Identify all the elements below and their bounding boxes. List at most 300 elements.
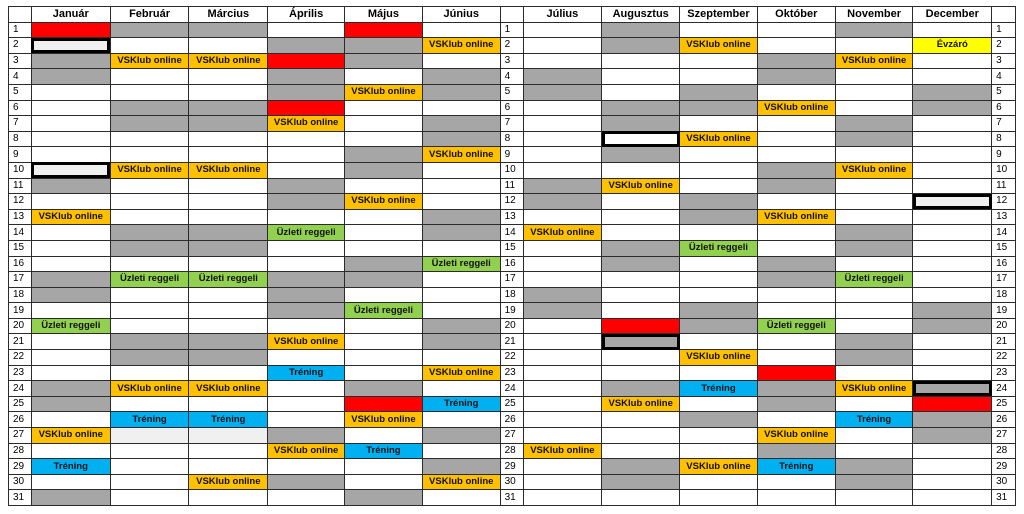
day-cell[interactable] [913,53,992,69]
day-cell[interactable] [835,287,913,303]
day-cell[interactable]: Tréning [422,396,500,412]
day-cell[interactable] [345,490,423,506]
day-cell[interactable] [345,240,423,256]
day-cell[interactable]: VSKlub online [422,38,500,54]
day-cell[interactable] [757,69,835,85]
day-cell[interactable] [268,428,345,444]
day-cell[interactable] [345,147,423,163]
day-cell[interactable]: Évzáró [913,38,992,54]
day-cell[interactable] [602,490,680,506]
day-cell[interactable] [757,178,835,194]
day-cell[interactable] [913,131,992,147]
day-cell[interactable] [757,22,835,38]
day-cell[interactable] [268,240,345,256]
day-cell[interactable] [602,38,680,54]
day-cell[interactable] [680,428,758,444]
day-cell[interactable] [757,225,835,241]
day-cell[interactable]: Üzleti reggeli [110,272,189,288]
day-cell[interactable] [31,334,110,350]
day-cell[interactable] [523,381,602,397]
day-cell[interactable] [523,131,602,147]
day-cell[interactable] [268,287,345,303]
day-cell[interactable]: VSKlub online [189,474,268,490]
day-cell[interactable] [268,256,345,272]
day-cell[interactable] [110,38,189,54]
day-cell[interactable] [268,474,345,490]
day-cell[interactable] [602,240,680,256]
day-cell[interactable]: VSKlub online [835,53,913,69]
day-cell[interactable] [523,147,602,163]
day-cell[interactable] [602,225,680,241]
day-cell[interactable] [268,69,345,85]
day-cell[interactable] [757,84,835,100]
day-cell[interactable] [268,194,345,210]
day-cell[interactable] [835,443,913,459]
day-cell[interactable] [189,334,268,350]
day-cell[interactable]: VSKlub online [268,116,345,132]
day-cell[interactable] [835,240,913,256]
day-cell[interactable] [345,256,423,272]
day-cell[interactable] [757,194,835,210]
day-cell[interactable] [189,131,268,147]
day-cell[interactable] [835,209,913,225]
day-cell[interactable] [268,22,345,38]
day-cell[interactable] [31,240,110,256]
day-cell[interactable] [422,443,500,459]
day-cell[interactable] [345,225,423,241]
day-cell[interactable] [523,350,602,366]
day-cell[interactable] [31,225,110,241]
day-cell[interactable] [110,116,189,132]
day-cell[interactable] [913,318,992,334]
day-cell[interactable] [268,100,345,116]
day-cell[interactable] [602,474,680,490]
day-cell[interactable] [422,428,500,444]
day-cell[interactable] [757,381,835,397]
day-cell[interactable] [268,350,345,366]
day-cell[interactable]: Üzleti reggeli [345,303,423,319]
month-header[interactable]: Június [422,7,500,23]
day-cell[interactable] [110,147,189,163]
month-header[interactable]: November [835,7,913,23]
day-cell[interactable] [523,194,602,210]
day-cell[interactable] [757,147,835,163]
day-cell[interactable] [189,350,268,366]
day-cell[interactable] [680,318,758,334]
day-cell[interactable] [110,131,189,147]
day-cell[interactable] [523,209,602,225]
day-cell[interactable]: Tréning [189,412,268,428]
day-cell[interactable] [523,474,602,490]
day-cell[interactable] [602,365,680,381]
day-cell[interactable] [110,225,189,241]
day-cell[interactable] [523,69,602,85]
day-cell[interactable] [422,334,500,350]
day-cell[interactable] [110,365,189,381]
day-cell[interactable] [523,334,602,350]
day-cell[interactable] [189,490,268,506]
day-cell[interactable] [422,100,500,116]
day-cell[interactable] [110,256,189,272]
day-cell[interactable] [189,209,268,225]
day-cell[interactable]: VSKlub online [835,381,913,397]
day-cell[interactable]: VSKlub online [189,162,268,178]
day-cell[interactable] [523,53,602,69]
day-cell[interactable] [913,194,992,210]
day-cell[interactable] [602,53,680,69]
day-cell[interactable] [31,22,110,38]
day-cell[interactable] [189,69,268,85]
day-cell[interactable] [189,178,268,194]
day-cell[interactable] [189,459,268,475]
day-cell[interactable]: Tréning [680,381,758,397]
day-cell[interactable] [110,474,189,490]
day-cell[interactable] [523,256,602,272]
day-cell[interactable] [680,474,758,490]
day-cell[interactable] [913,147,992,163]
day-cell[interactable] [422,209,500,225]
day-cell[interactable] [110,69,189,85]
day-cell[interactable] [268,131,345,147]
day-cell[interactable] [31,147,110,163]
day-cell[interactable]: VSKlub online [345,412,423,428]
day-cell[interactable] [31,100,110,116]
day-cell[interactable] [345,318,423,334]
day-cell[interactable]: VSKlub online [757,209,835,225]
day-cell[interactable] [835,256,913,272]
day-cell[interactable] [31,381,110,397]
day-cell[interactable] [602,272,680,288]
day-cell[interactable] [835,350,913,366]
day-cell[interactable] [268,209,345,225]
day-cell[interactable] [31,365,110,381]
day-cell[interactable] [757,474,835,490]
day-cell[interactable] [835,22,913,38]
day-cell[interactable] [523,272,602,288]
day-cell[interactable] [110,428,189,444]
day-cell[interactable] [602,84,680,100]
day-cell[interactable] [680,69,758,85]
day-cell[interactable] [523,396,602,412]
day-cell[interactable] [835,318,913,334]
day-cell[interactable] [31,162,110,178]
day-cell[interactable] [189,38,268,54]
day-cell[interactable] [189,194,268,210]
day-cell[interactable] [602,100,680,116]
day-cell[interactable] [31,194,110,210]
day-cell[interactable] [523,459,602,475]
day-cell[interactable]: VSKlub online [110,53,189,69]
day-cell[interactable] [110,240,189,256]
day-cell[interactable]: VSKlub online [189,53,268,69]
month-header[interactable]: Augusztus [602,7,680,23]
day-cell[interactable]: VSKlub online [268,443,345,459]
day-cell[interactable] [110,443,189,459]
day-cell[interactable] [757,412,835,428]
day-cell[interactable] [110,194,189,210]
day-cell[interactable] [835,38,913,54]
day-cell[interactable] [110,318,189,334]
day-cell[interactable] [602,131,680,147]
day-cell[interactable] [680,256,758,272]
day-cell[interactable] [110,178,189,194]
day-cell[interactable]: VSKlub online [345,194,423,210]
day-cell[interactable] [189,240,268,256]
day-cell[interactable] [189,256,268,272]
day-cell[interactable] [523,412,602,428]
day-cell[interactable]: Üzleti reggeli [31,318,110,334]
day-cell[interactable] [268,318,345,334]
day-cell[interactable] [422,240,500,256]
day-cell[interactable] [757,490,835,506]
day-cell[interactable] [913,100,992,116]
day-cell[interactable] [523,22,602,38]
day-cell[interactable] [757,350,835,366]
day-cell[interactable] [189,303,268,319]
day-cell[interactable] [189,22,268,38]
day-cell[interactable] [680,225,758,241]
day-cell[interactable] [680,396,758,412]
day-cell[interactable] [345,69,423,85]
day-cell[interactable] [345,474,423,490]
day-cell[interactable] [757,303,835,319]
day-cell[interactable] [680,84,758,100]
day-cell[interactable] [189,287,268,303]
day-cell[interactable] [31,116,110,132]
day-cell[interactable] [189,100,268,116]
day-cell[interactable] [345,116,423,132]
day-cell[interactable] [602,428,680,444]
day-cell[interactable] [189,365,268,381]
day-cell[interactable]: VSKlub online [680,350,758,366]
day-cell[interactable]: VSKlub online [680,38,758,54]
day-cell[interactable]: Tréning [835,412,913,428]
day-cell[interactable]: VSKlub online [757,428,835,444]
day-cell[interactable] [757,334,835,350]
day-cell[interactable] [31,350,110,366]
day-cell[interactable] [268,38,345,54]
day-cell[interactable] [757,53,835,69]
day-cell[interactable] [680,178,758,194]
day-cell[interactable] [268,53,345,69]
day-cell[interactable]: VSKlub online [345,84,423,100]
month-header[interactable]: Március [189,7,268,23]
day-cell[interactable]: Üzleti reggeli [680,240,758,256]
day-cell[interactable] [913,240,992,256]
day-cell[interactable] [835,365,913,381]
day-cell[interactable] [680,194,758,210]
day-cell[interactable] [757,256,835,272]
day-cell[interactable] [602,412,680,428]
day-cell[interactable] [680,272,758,288]
day-cell[interactable] [757,240,835,256]
day-cell[interactable] [835,100,913,116]
day-cell[interactable] [110,287,189,303]
day-cell[interactable] [345,38,423,54]
day-cell[interactable] [913,84,992,100]
day-cell[interactable] [345,162,423,178]
month-header[interactable]: Október [757,7,835,23]
day-cell[interactable] [835,396,913,412]
day-cell[interactable] [757,116,835,132]
day-cell[interactable] [913,303,992,319]
day-cell[interactable] [757,162,835,178]
day-cell[interactable] [680,162,758,178]
day-cell[interactable] [422,459,500,475]
day-cell[interactable] [913,443,992,459]
day-cell[interactable] [680,490,758,506]
day-cell[interactable]: VSKlub online [523,443,602,459]
day-cell[interactable] [189,147,268,163]
month-header[interactable]: Május [345,7,423,23]
day-cell[interactable] [110,350,189,366]
day-cell[interactable] [602,116,680,132]
day-cell[interactable]: VSKlub online [835,162,913,178]
day-cell[interactable]: Üzleti reggeli [268,225,345,241]
day-cell[interactable] [913,178,992,194]
day-cell[interactable] [835,147,913,163]
day-cell[interactable] [835,69,913,85]
day-cell[interactable] [835,131,913,147]
day-cell[interactable] [680,287,758,303]
day-cell[interactable] [680,412,758,428]
month-header[interactable]: Szeptember [680,7,758,23]
day-cell[interactable] [110,334,189,350]
day-cell[interactable] [602,381,680,397]
day-cell[interactable] [523,303,602,319]
day-cell[interactable] [835,194,913,210]
day-cell[interactable]: VSKlub online [680,459,758,475]
day-cell[interactable]: VSKlub online [680,131,758,147]
day-cell[interactable] [31,256,110,272]
day-cell[interactable] [268,272,345,288]
day-cell[interactable] [110,303,189,319]
day-cell[interactable] [31,84,110,100]
day-cell[interactable] [523,100,602,116]
day-cell[interactable] [913,474,992,490]
day-cell[interactable] [913,256,992,272]
day-cell[interactable] [602,350,680,366]
day-cell[interactable]: Üzleti reggeli [757,318,835,334]
day-cell[interactable] [422,194,500,210]
day-cell[interactable] [31,131,110,147]
day-cell[interactable] [345,350,423,366]
day-cell[interactable]: VSKlub online [757,100,835,116]
day-cell[interactable] [913,116,992,132]
day-cell[interactable] [189,428,268,444]
day-cell[interactable] [523,162,602,178]
day-cell[interactable] [268,84,345,100]
month-header[interactable]: Július [523,7,602,23]
day-cell[interactable] [31,490,110,506]
day-cell[interactable] [680,303,758,319]
day-cell[interactable] [345,287,423,303]
day-cell[interactable]: VSKlub online [31,209,110,225]
day-cell[interactable] [268,396,345,412]
day-cell[interactable] [523,240,602,256]
month-header[interactable]: Január [31,7,110,23]
day-cell[interactable] [835,490,913,506]
day-cell[interactable] [189,116,268,132]
day-cell[interactable] [913,490,992,506]
day-cell[interactable] [913,396,992,412]
day-cell[interactable] [835,178,913,194]
day-cell[interactable] [31,303,110,319]
day-cell[interactable] [189,318,268,334]
day-cell[interactable] [189,396,268,412]
day-cell[interactable] [345,178,423,194]
day-cell[interactable] [835,474,913,490]
day-cell[interactable] [602,194,680,210]
day-cell[interactable] [189,443,268,459]
day-cell[interactable] [345,272,423,288]
day-cell[interactable] [757,396,835,412]
day-cell[interactable] [757,287,835,303]
day-cell[interactable] [345,396,423,412]
day-cell[interactable] [835,116,913,132]
day-cell[interactable] [422,162,500,178]
day-cell[interactable] [680,53,758,69]
day-cell[interactable] [268,162,345,178]
day-cell[interactable] [913,334,992,350]
day-cell[interactable] [31,396,110,412]
day-cell[interactable] [913,209,992,225]
day-cell[interactable] [345,365,423,381]
day-cell[interactable] [757,272,835,288]
day-cell[interactable] [345,381,423,397]
day-cell[interactable] [422,287,500,303]
month-header[interactable]: Február [110,7,189,23]
day-cell[interactable] [345,459,423,475]
day-cell[interactable] [31,69,110,85]
day-cell[interactable] [680,22,758,38]
month-header[interactable]: December [913,7,992,23]
day-cell[interactable] [268,381,345,397]
day-cell[interactable] [523,365,602,381]
day-cell[interactable] [422,350,500,366]
day-cell[interactable] [422,318,500,334]
day-cell[interactable] [345,53,423,69]
day-cell[interactable]: VSKlub online [110,162,189,178]
day-cell[interactable] [422,53,500,69]
day-cell[interactable] [345,334,423,350]
day-cell[interactable] [268,490,345,506]
day-cell[interactable] [913,459,992,475]
day-cell[interactable] [680,365,758,381]
day-cell[interactable] [602,303,680,319]
day-cell[interactable] [110,100,189,116]
day-cell[interactable] [268,303,345,319]
day-cell[interactable] [680,334,758,350]
day-cell[interactable]: Üzleti reggeli [422,256,500,272]
day-cell[interactable] [31,53,110,69]
day-cell[interactable] [913,381,992,397]
day-cell[interactable] [110,209,189,225]
day-cell[interactable] [602,287,680,303]
day-cell[interactable] [602,318,680,334]
day-cell[interactable] [835,303,913,319]
day-cell[interactable] [680,209,758,225]
day-cell[interactable] [422,22,500,38]
day-cell[interactable] [31,272,110,288]
day-cell[interactable] [189,84,268,100]
day-cell[interactable] [523,116,602,132]
day-cell[interactable] [268,412,345,428]
day-cell[interactable] [345,22,423,38]
day-cell[interactable]: Üzleti reggeli [835,272,913,288]
day-cell[interactable] [523,428,602,444]
day-cell[interactable] [913,350,992,366]
